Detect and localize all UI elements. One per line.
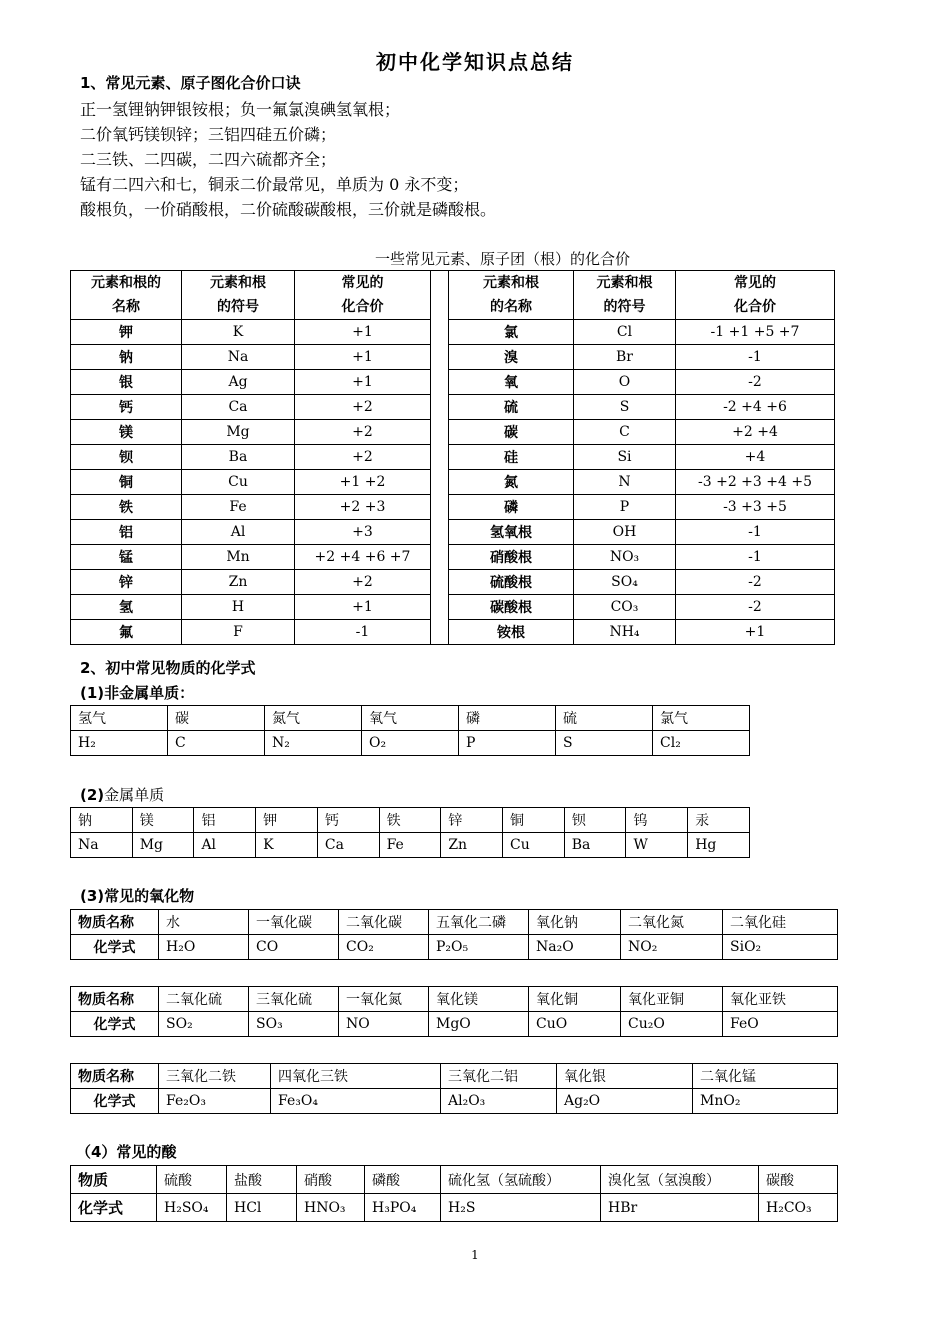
substance-name-cell: 氧化银	[557, 1064, 693, 1089]
formula-cell: S	[556, 731, 653, 756]
element-name-cell: 磷	[449, 495, 574, 520]
element-name-cell: 铜	[71, 470, 182, 495]
element-symbol-cell: Si	[574, 445, 676, 470]
formula-cell: Cu₂O	[621, 1012, 723, 1037]
rhyme-line: 酸根负，一价硝酸根，二价硫酸碳酸根，三价就是磷酸根。	[80, 200, 497, 219]
formula-cell: SO₂	[159, 1012, 249, 1037]
table-row	[71, 1194, 838, 1222]
substance-name-cell: 磷酸	[365, 1166, 441, 1194]
formula-cell: Na	[71, 833, 133, 858]
formula-cell: HNO₃	[297, 1194, 365, 1222]
section2-heading: 2、初中常见物质的化学式	[80, 659, 256, 677]
row-label-cell: 化学式	[71, 1012, 159, 1037]
table-row	[71, 420, 835, 445]
element-name-cell: 碳	[449, 420, 574, 445]
oxides-table-3	[70, 1063, 838, 1114]
rhyme-line: 二三铁、二四碳，二四六硫都齐全；	[80, 150, 337, 169]
formula-cell: H₂O	[159, 935, 249, 960]
element-symbol-cell: Fe	[182, 495, 295, 520]
element-symbol-cell: N	[574, 470, 676, 495]
valence-cell: +2 +4 +6 +7	[295, 545, 431, 570]
element-name-cell: 锌	[71, 570, 182, 595]
valence-cell: +2	[295, 420, 431, 445]
formula-cell: H₂SO₄	[157, 1194, 227, 1222]
element-name-cell: 氮	[449, 470, 574, 495]
element-symbol-cell: NO₃	[574, 545, 676, 570]
section1-heading: 1、常见元素、原子图化合价口诀	[80, 74, 301, 92]
substance-name-cell: 一氧化碳	[249, 910, 339, 935]
valence-cell: -1	[676, 345, 835, 370]
formula-cell: Fe₂O₃	[159, 1089, 271, 1114]
element-name-cell: 银	[71, 370, 182, 395]
column-header: 常见的 化合价	[676, 271, 835, 320]
valence-cell: +1	[295, 345, 431, 370]
element-name-cell: 氯	[449, 320, 574, 345]
table-row	[71, 545, 835, 570]
valence-cell: +1	[295, 320, 431, 345]
substance-name-cell: 碳	[168, 706, 265, 731]
valence-cell: +2 +3	[295, 495, 431, 520]
table-row	[71, 320, 835, 345]
table-row	[71, 345, 835, 370]
substance-name-cell: 四氧化三铁	[271, 1064, 441, 1089]
element-name-cell: 锰	[71, 545, 182, 570]
substance-name-cell: 二氧化氮	[621, 910, 723, 935]
substance-name-cell: 二氧化硫	[159, 987, 249, 1012]
substance-name-cell: 盐酸	[227, 1166, 297, 1194]
table-row	[71, 731, 750, 756]
valence-cell: -1	[676, 545, 835, 570]
table-row	[71, 620, 835, 645]
formula-cell: Fe	[379, 833, 441, 858]
valence-cell: +1 +2	[295, 470, 431, 495]
element-symbol-cell: Na	[182, 345, 295, 370]
element-symbol-cell: S	[574, 395, 676, 420]
substance-name-cell: 二氧化锰	[693, 1064, 838, 1089]
formula-cell: MgO	[429, 1012, 529, 1037]
substance-name-cell: 碳酸	[759, 1166, 838, 1194]
substance-name-cell: 铁	[379, 808, 441, 833]
page-title: 初中化学知识点总结	[376, 50, 574, 74]
substance-name-cell: 硫	[556, 706, 653, 731]
element-symbol-cell: F	[182, 620, 295, 645]
element-name-cell: 钙	[71, 395, 182, 420]
element-symbol-cell: H	[182, 595, 295, 620]
row-label-cell: 物质名称	[71, 1064, 159, 1089]
formula-cell: NO	[339, 1012, 429, 1037]
element-symbol-cell: Ca	[182, 395, 295, 420]
substance-name-cell: 氢气	[71, 706, 168, 731]
substance-name-cell: 五氧化二磷	[429, 910, 529, 935]
valence-rhyme	[80, 97, 496, 222]
element-name-cell: 钡	[71, 445, 182, 470]
page-number: 1	[471, 1248, 479, 1262]
formula-cell: Al₂O₃	[441, 1089, 557, 1114]
formula-cell: N₂	[265, 731, 362, 756]
acids-label: （4）常见的酸	[76, 1143, 177, 1161]
substance-name-cell: 氧化铜	[529, 987, 621, 1012]
rhyme-line: 二价氧钙镁钡锌；三铝四硅五价磷；	[80, 125, 337, 144]
element-symbol-cell: Cu	[182, 470, 295, 495]
table-row	[71, 520, 835, 545]
table-row	[71, 570, 835, 595]
row-label-cell: 化学式	[71, 935, 159, 960]
element-name-cell: 氢	[71, 595, 182, 620]
formula-cell: CO₂	[339, 935, 429, 960]
metal-label-text: 金属单质	[104, 786, 165, 804]
table-row	[71, 706, 750, 731]
substance-name-cell: 氧化亚铁	[723, 987, 838, 1012]
element-name-cell: 氢氧根	[449, 520, 574, 545]
element-symbol-cell: P	[574, 495, 676, 520]
formula-cell: CO	[249, 935, 339, 960]
substance-name-cell: 水	[159, 910, 249, 935]
formula-cell: Cu	[503, 833, 565, 858]
substance-name-cell: 溴化氢（氢溴酸）	[601, 1166, 759, 1194]
element-name-cell: 硝酸根	[449, 545, 574, 570]
formula-cell: H₃PO₄	[365, 1194, 441, 1222]
formula-cell: FeO	[723, 1012, 838, 1037]
element-name-cell: 碳酸根	[449, 595, 574, 620]
element-symbol-cell: Cl	[574, 320, 676, 345]
substance-name-cell: 二氧化碳	[339, 910, 429, 935]
table-row	[71, 445, 835, 470]
valence-cell: +1	[295, 370, 431, 395]
formula-cell: Cl₂	[653, 731, 750, 756]
formula-cell: Ag₂O	[557, 1089, 693, 1114]
table-gap	[431, 271, 449, 645]
rhyme-line: 锰有二四六和七，铜汞二价最常见，单质为 0 永不变；	[80, 175, 469, 194]
element-name-cell: 氟	[71, 620, 182, 645]
formula-cell: HCl	[227, 1194, 297, 1222]
element-symbol-cell: CO₃	[574, 595, 676, 620]
formula-cell: C	[168, 731, 265, 756]
table-row	[71, 1166, 838, 1194]
formula-cell: Hg	[688, 833, 750, 858]
table-row	[71, 808, 750, 833]
table-row	[71, 910, 838, 935]
metal-label	[80, 786, 164, 804]
formula-cell: SiO₂	[723, 935, 838, 960]
element-symbol-cell: Ba	[182, 445, 295, 470]
element-symbol-cell: SO₄	[574, 570, 676, 595]
valence-cell: -2	[676, 370, 835, 395]
valence-cell: -3 +3 +5	[676, 495, 835, 520]
element-symbol-cell: Al	[182, 520, 295, 545]
formula-cell: H₂CO₃	[759, 1194, 838, 1222]
table-row	[71, 595, 835, 620]
element-name-cell: 钾	[71, 320, 182, 345]
table-row	[71, 1064, 838, 1089]
substance-name-cell: 磷	[459, 706, 556, 731]
nonmetal-table	[70, 705, 750, 756]
element-name-cell: 氧	[449, 370, 574, 395]
substance-name-cell: 硫酸	[157, 1166, 227, 1194]
element-symbol-cell: OH	[574, 520, 676, 545]
valence-cell: -1	[676, 520, 835, 545]
substance-name-cell: 钨	[626, 808, 688, 833]
formula-cell: Ca	[317, 833, 379, 858]
valence-cell: -1	[295, 620, 431, 645]
substance-name-cell: 汞	[688, 808, 750, 833]
substance-name-cell: 氮气	[265, 706, 362, 731]
table-row	[71, 1012, 838, 1037]
formula-cell: W	[626, 833, 688, 858]
valence-header-row	[71, 271, 835, 320]
column-header: 元素和根 的名称	[449, 271, 574, 320]
acids-table	[70, 1165, 838, 1222]
table-row	[71, 370, 835, 395]
row-label-cell: 化学式	[71, 1089, 159, 1114]
substance-name-cell: 氧化亚铜	[621, 987, 723, 1012]
substance-name-cell: 锌	[441, 808, 503, 833]
table-row	[71, 833, 750, 858]
element-symbol-cell: Zn	[182, 570, 295, 595]
element-name-cell: 铁	[71, 495, 182, 520]
formula-cell: H₂	[71, 731, 168, 756]
oxides-label: (3)常见的氧化物	[80, 887, 195, 905]
element-symbol-cell: NH₄	[574, 620, 676, 645]
formula-cell: K	[256, 833, 318, 858]
substance-name-cell: 三氧化硫	[249, 987, 339, 1012]
valence-cell: +2 +4	[676, 420, 835, 445]
row-label-cell: 化学式	[71, 1194, 157, 1222]
formula-cell: P₂O₅	[429, 935, 529, 960]
row-label-cell: 物质	[71, 1166, 157, 1194]
element-symbol-cell: K	[182, 320, 295, 345]
formula-cell: Na₂O	[529, 935, 621, 960]
valence-cell: +3	[295, 520, 431, 545]
oxides-table-1	[70, 909, 838, 960]
element-symbol-cell: Br	[574, 345, 676, 370]
column-header: 元素和根的 名称	[71, 271, 182, 320]
element-symbol-cell: Mn	[182, 545, 295, 570]
metal-label-num: (2)	[80, 786, 105, 804]
formula-cell: Al	[194, 833, 256, 858]
row-label-cell: 物质名称	[71, 910, 159, 935]
row-label-cell: 物质名称	[71, 987, 159, 1012]
substance-name-cell: 钙	[317, 808, 379, 833]
valence-cell: +4	[676, 445, 835, 470]
valence-cell: -2 +4 +6	[676, 395, 835, 420]
element-name-cell: 镁	[71, 420, 182, 445]
substance-name-cell: 氧气	[362, 706, 459, 731]
formula-cell: HBr	[601, 1194, 759, 1222]
element-symbol-cell: Ag	[182, 370, 295, 395]
oxides-table-2	[70, 986, 838, 1037]
substance-name-cell: 钾	[256, 808, 318, 833]
formula-cell: SO₃	[249, 1012, 339, 1037]
table-row	[71, 935, 838, 960]
substance-name-cell: 一氧化氮	[339, 987, 429, 1012]
column-header: 元素和根 的符号	[182, 271, 295, 320]
substance-name-cell: 氧化钠	[529, 910, 621, 935]
substance-name-cell: 二氧化硅	[723, 910, 838, 935]
formula-cell: Fe₃O₄	[271, 1089, 441, 1114]
formula-cell: MnO₂	[693, 1089, 838, 1114]
element-name-cell: 铵根	[449, 620, 574, 645]
table-row	[71, 1089, 838, 1114]
valence-cell: -1 +1 +5 +7	[676, 320, 835, 345]
nonmetal-label: (1)非金属单质：	[80, 684, 195, 702]
valence-cell: +1	[295, 595, 431, 620]
element-symbol-cell: Mg	[182, 420, 295, 445]
substance-name-cell: 硝酸	[297, 1166, 365, 1194]
element-name-cell: 钠	[71, 345, 182, 370]
formula-cell: Mg	[132, 833, 194, 858]
valence-table-caption: 一些常见元素、原子团（根）的化合价	[374, 250, 630, 268]
valence-cell: +2	[295, 570, 431, 595]
substance-name-cell: 镁	[132, 808, 194, 833]
column-header: 元素和根 的符号	[574, 271, 676, 320]
substance-name-cell: 三氧化二铁	[159, 1064, 271, 1089]
element-name-cell: 硅	[449, 445, 574, 470]
formula-cell: P	[459, 731, 556, 756]
valence-cell: -3 +2 +3 +4 +5	[676, 470, 835, 495]
element-name-cell: 溴	[449, 345, 574, 370]
formula-cell: O₂	[362, 731, 459, 756]
substance-name-cell: 三氧化二铝	[441, 1064, 557, 1089]
formula-cell: Zn	[441, 833, 503, 858]
substance-name-cell: 铜	[503, 808, 565, 833]
substance-name-cell: 硫化氢（氢硫酸）	[441, 1166, 601, 1194]
substance-name-cell: 氧化镁	[429, 987, 529, 1012]
formula-cell: CuO	[529, 1012, 621, 1037]
table-row	[71, 987, 838, 1012]
formula-cell: Ba	[564, 833, 626, 858]
element-name-cell: 铝	[71, 520, 182, 545]
formula-cell: H₂S	[441, 1194, 601, 1222]
element-name-cell: 硫酸根	[449, 570, 574, 595]
element-symbol-cell: O	[574, 370, 676, 395]
table-row	[71, 395, 835, 420]
table-row	[71, 470, 835, 495]
element-symbol-cell: C	[574, 420, 676, 445]
substance-name-cell: 铝	[194, 808, 256, 833]
valence-cell: -2	[676, 570, 835, 595]
valence-cell: -2	[676, 595, 835, 620]
rhyme-line: 正一氢锂钠钾银铵根；负一氟氯溴碘氢氧根；	[80, 100, 401, 119]
substance-name-cell: 钡	[564, 808, 626, 833]
substance-name-cell: 氯气	[653, 706, 750, 731]
metal-table	[70, 807, 750, 858]
valence-cell: +2	[295, 395, 431, 420]
column-header: 常见的 化合价	[295, 271, 431, 320]
valence-cell: +2	[295, 445, 431, 470]
valence-cell: +1	[676, 620, 835, 645]
substance-name-cell: 钠	[71, 808, 133, 833]
element-name-cell: 硫	[449, 395, 574, 420]
formula-cell: NO₂	[621, 935, 723, 960]
table-row	[71, 495, 835, 520]
valence-table	[70, 270, 835, 645]
